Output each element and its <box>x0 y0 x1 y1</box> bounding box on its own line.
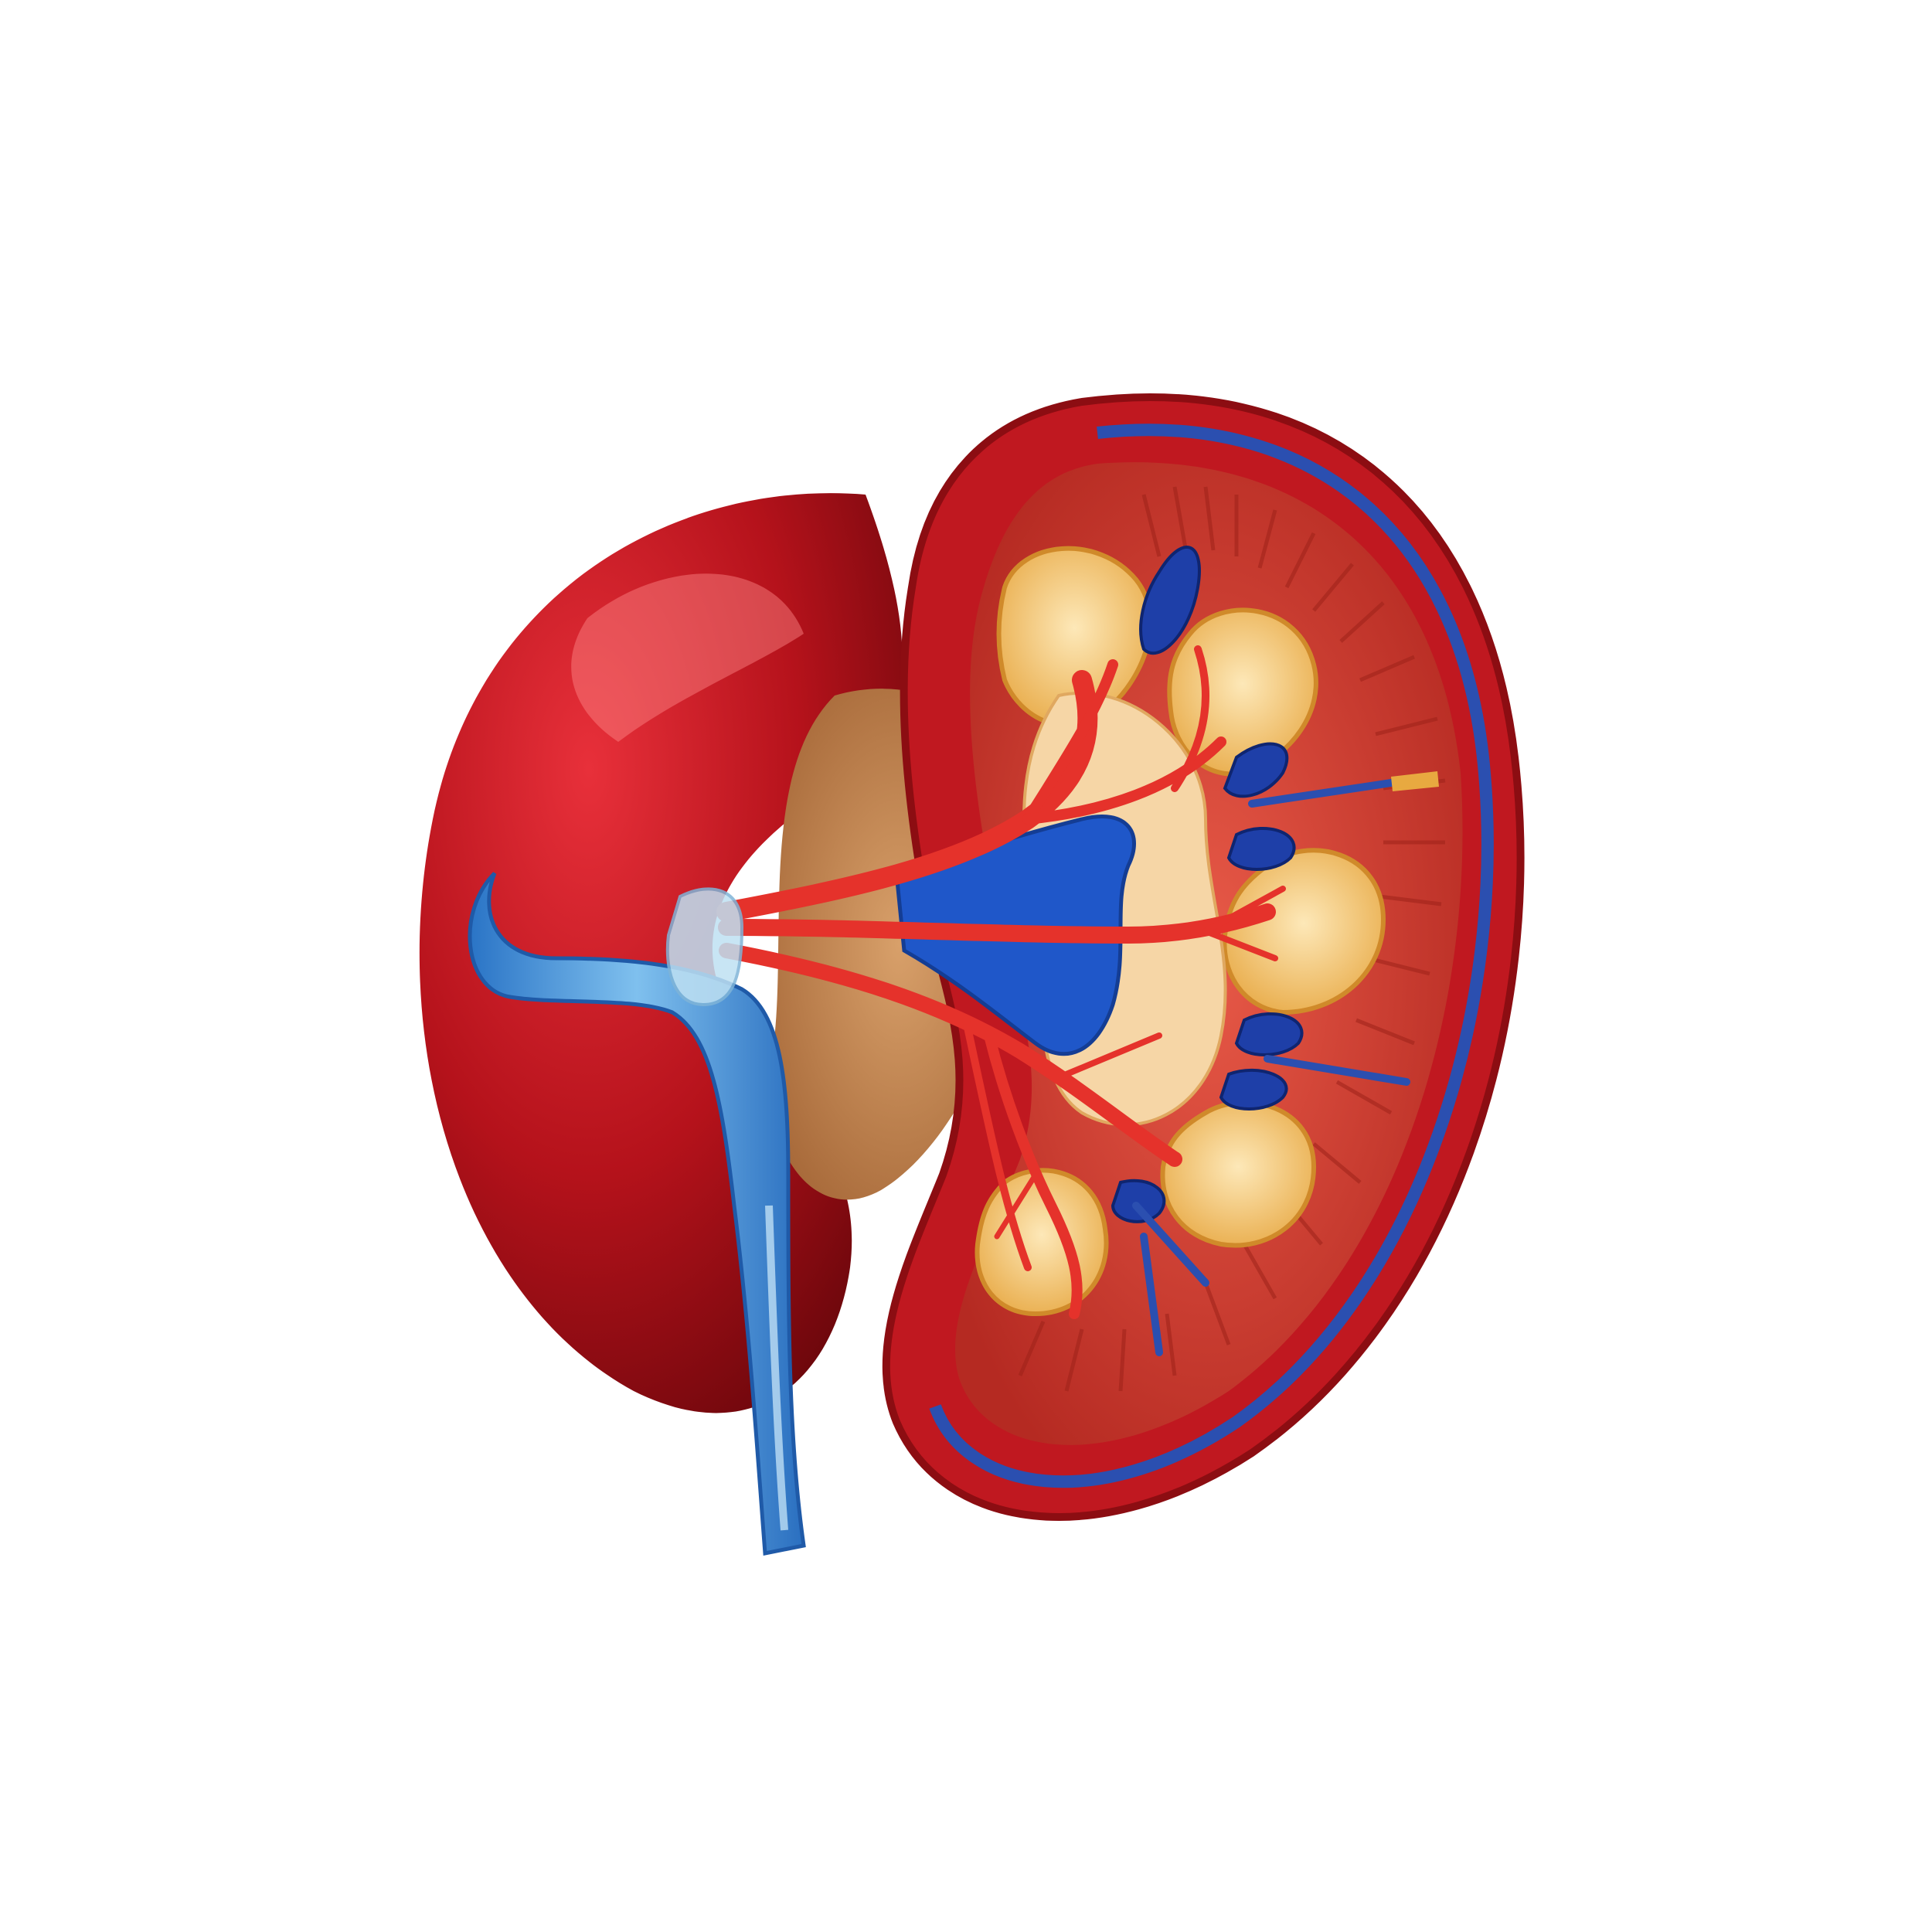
calyx-lower <box>1162 1103 1314 1246</box>
hilum-collar <box>668 889 742 1005</box>
